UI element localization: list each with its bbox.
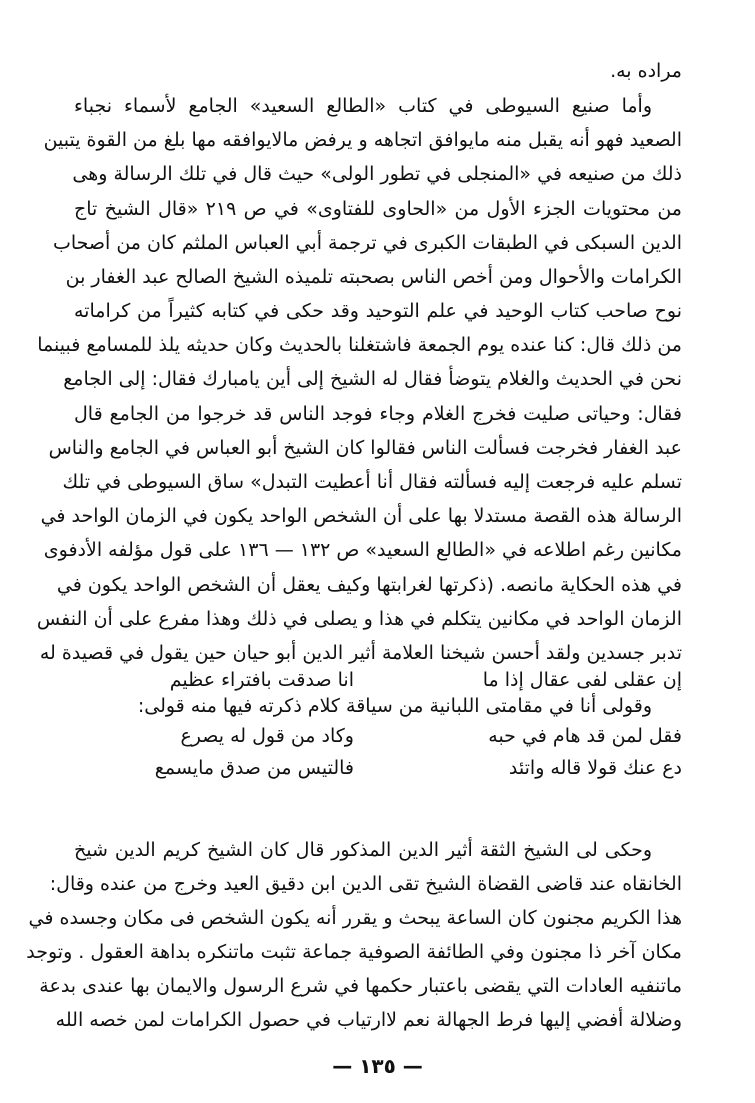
- text-line: الزمان الواحد في مكانين يتكلم في هذا و يصلى في ذلك وهذا مفرع على أن النفس: [36, 608, 682, 630]
- text-line: من ذلك قال: كنا عنده يوم الجمعة فاشتغلنا بالحديث وكان حديثه يلذ للمسامع فبينما: [37, 334, 682, 356]
- verse-hemistich-left: فالتيس من صدق مايسمع: [154, 757, 354, 779]
- verse-hemistich-right: إن عقلى لفى عقال إذا ما: [482, 669, 682, 691]
- verse-hemistich-right: دع عنك قولا قاله واتئد: [508, 757, 682, 779]
- text-line: نحن في الحديث والغلام يتوضأ فقال له الشيخ إلى أين يامبارك فقال: إلى الجامع: [63, 368, 682, 390]
- text-line: تسلم عليه فرجعت إليه فسألته فقال أنا أعطيت التبدل» ساق السيوطى في تلك: [62, 471, 682, 493]
- text-line: فقال: وحياتى صليت فخرج الغلام وجاء فوجد الناس قد خرجوا من الجامع قال: [74, 403, 682, 425]
- text-line: وحكى لى الشيخ الثقة أثير الدين المذكور قال كان الشيخ كريم الدين شيخ: [74, 839, 652, 861]
- text-line: عبد الغفار فخرجت فسألت الناس فقالوا كان الشيخ أبو العباس في الجامع والناس: [48, 437, 682, 459]
- text-line: تدبر جسدين ولقد أحسن شيخنا العلامة أثير الدين أبو حيان حين يقول في قصيدة له: [39, 642, 682, 664]
- text-line: الدين السبكى في الطبقات الكبرى في ترجمة أبي العباس الملثم كان من أصحاب: [52, 232, 682, 254]
- text-line: الرسالة هذه القصة مستدلا بها على أن الشخص الواحد يكون في الزمان الواحد في: [40, 505, 682, 527]
- text-line: في هذه الحكاية مانصه. (ذكرتها لغرابتها وكيف يعقل أن الشخص الواحد يكون في: [56, 574, 682, 596]
- text-line: مكانين رغم اطلاعه في «الطالع السعيد» ص ١٣٢ — ١٣٦ على قول مؤلفه الأدفوى: [43, 539, 682, 561]
- text-line: الخانقاه عند قاضى القضاة الشيخ تقى الدين ابن دقيق العيد وخرج من عنده وقال:: [49, 873, 682, 895]
- text-line: ذلك من صنيعه في «المنجلى في تطور الولى» حيث قال في تلك الرسالة وهى: [72, 163, 682, 185]
- text-line: نوح صاحب كتاب الوحيد في علم التوحيد وقد حكى في كتابه كثيراً من كراماته: [74, 300, 682, 322]
- text-line: ماتنفيه العادات التي يقضى باعتبار حكمها في شرع الرسول والايمان بها عندى بدعة: [39, 975, 682, 997]
- verse-hemistich-left: وكاد من قول له يصرع: [180, 725, 354, 747]
- text-line: الصعيد فهو أنه يقبل منه مايوافق اتجاهه و يرفض مالايوافقه مها بلغ من القوة يتبين: [43, 129, 682, 151]
- text-line: وأما صنيع السيوطى في كتاب «الطالع السعيد» الجامع لأسماء نجباء: [74, 95, 652, 117]
- verse-hemistich-left: انا صدقت بافتراء عظيم: [169, 669, 354, 691]
- text-line: مراده به.: [610, 60, 682, 82]
- text-line: وضلالة أفضي إليها فرط الجهالة نعم لاارتياب في حصول الكرامات لمن خصه الله: [55, 1009, 682, 1031]
- text-line: من محتويات الجزء الأول من «الحاوى للفتاوى» في ص ٢١٩ «قال الشيخ تاج: [74, 198, 682, 220]
- verse-hemistich-right: فقل لمن قد هام في حبه: [488, 725, 682, 747]
- text-line: هذا الكريم مجنون كان الساعة يبحث و يقرر أنه يكون الشخص فى مكان وجسده في: [28, 907, 682, 929]
- text-line: وقولى أنا في مقامتى اللبانية من سياقة كلام ذكرته فيها منه قولى:: [137, 695, 652, 717]
- text-line: مكان آخر ذا مجنون وفي الطائفة الصوفية جماعة تثبت ماتنكره بداهة العقول . وتوجد: [26, 941, 682, 963]
- page-number: — ١٣٥ —: [332, 1054, 423, 1078]
- text-line: الكرامات والأحوال ومن أخص الناس بصحبته تلميذه الشيخ الصالح عبد الغفار بن: [65, 266, 682, 288]
